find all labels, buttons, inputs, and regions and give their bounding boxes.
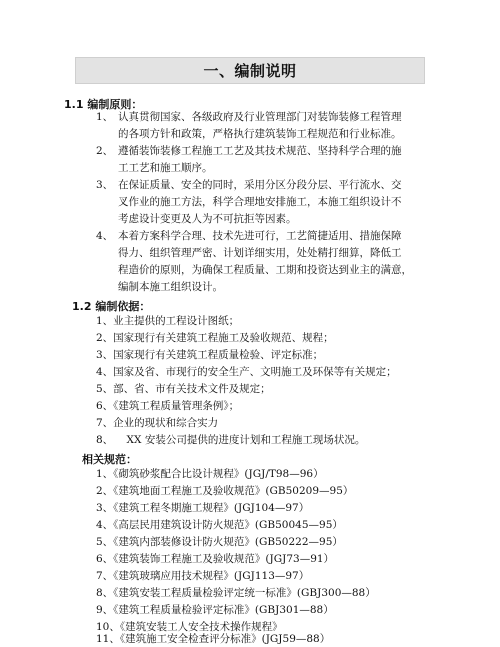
principle-3-line-2: 叉作业的施工方法，科学合理地安排施工，本施工组织设计不 xyxy=(118,196,402,208)
principle-3-number: 3、 xyxy=(96,179,114,191)
principle-1-number: 1、 xyxy=(96,111,114,123)
standard-item-6: 6、《建筑装饰工程施工及验收规范》(JGJ73—91） xyxy=(96,553,335,565)
basis-item-1: 1、业主提供的工程设计图纸； xyxy=(96,315,240,327)
standard-item-10: 10、《建筑安装工人安全技术操作规程》 xyxy=(96,621,283,633)
heading-basis: 1.2 编制依据： xyxy=(72,300,151,313)
basis-item-7: 7、企业的现状和综合实力 xyxy=(96,417,219,429)
basis-item-3: 3、国家现行有关建筑工程质量检验、评定标准； xyxy=(96,349,324,361)
standard-item-3: 3、《建筑工程冬期施工规程》(JGJ104—97） xyxy=(96,502,310,514)
principle-4-line-2: 得力、组织管理严密、计划详细实用，处处精打细算，降低工 xyxy=(118,247,402,259)
principle-2-line-1: 遵循装饰装修工程施工工艺及其技术规范、坚持科学合理的施 xyxy=(118,145,402,157)
principle-1-line-1: 认真贯彻国家、各级政府及行业管理部门对装饰装修工程管理 xyxy=(118,111,402,123)
standard-item-2: 2、《建筑地面工程施工及验收规范》(GB50209—95） xyxy=(96,485,354,497)
section-title-text: 一、编制说明 xyxy=(203,62,297,80)
principle-4-line-4: 编制本施工组织设计。 xyxy=(118,281,223,293)
section-title xyxy=(75,57,425,84)
standard-item-11: 11、《建筑施工安全检查评分标准》(JGJ59—88） xyxy=(96,633,331,645)
heading-standards: 相关规范： xyxy=(82,453,137,466)
standard-item-5: 5、《建筑内部装修设计防火规范》(GB50222—95） xyxy=(96,536,343,548)
principle-3-line-3: 考虑设计变更及人为不可抗拒等因素。 xyxy=(118,213,297,225)
standard-item-1: 1、《砌筑砂浆配合比设计规程》(JGJ/T98—96） xyxy=(96,468,324,480)
basis-item-2: 2、国家现行有关建筑工程施工及验收规范、规程； xyxy=(96,332,334,344)
principle-3-line-1: 在保证质量、安全的同时，采用分区分段分层、平行流水、交 xyxy=(118,179,402,191)
standard-item-9: 9、《建筑工程质量检验评定标准》(GBJ301—88） xyxy=(96,604,334,616)
basis-item-4: 4、国家及省、市现行的安全生产、文明施工及环保等有关规定； xyxy=(96,366,397,378)
heading-principles: 1.1 编制原则： xyxy=(64,98,143,111)
standard-item-8: 8、《建筑安装工程质量检验评定统一标准》(GBJ300—88） xyxy=(96,587,376,599)
basis-item-8: 8、 XX 安装公司提供的进度计划和工程施工现场状况。 xyxy=(96,434,366,446)
basis-item-5: 5、部、省、市有关技术文件及规定； xyxy=(96,383,271,395)
principle-4-number: 4、 xyxy=(96,230,114,242)
principle-2-number: 2、 xyxy=(96,145,114,157)
standard-item-7: 7、《建筑玻璃应用技术规程》(JGJ113—97） xyxy=(96,570,310,582)
principle-4-line-3: 程造价的原则，为确保工程质量、工期和投资达到业主的满意， xyxy=(118,264,412,276)
principle-1-line-2: 的各项方针和政策，严格执行建筑装饰工程规范和行业标准。 xyxy=(118,128,402,140)
principle-2-line-2: 工工艺和施工顺序。 xyxy=(118,162,213,174)
standard-item-4: 4、《高层民用建筑设计防火规范》(GB50045—95） xyxy=(96,519,343,531)
basis-item-6: 6、《建筑工程质量管理条例》； xyxy=(96,400,240,412)
principle-4-line-1: 本着方案科学合理、技术先进可行，工艺简捷适用、措施保障 xyxy=(118,230,402,242)
